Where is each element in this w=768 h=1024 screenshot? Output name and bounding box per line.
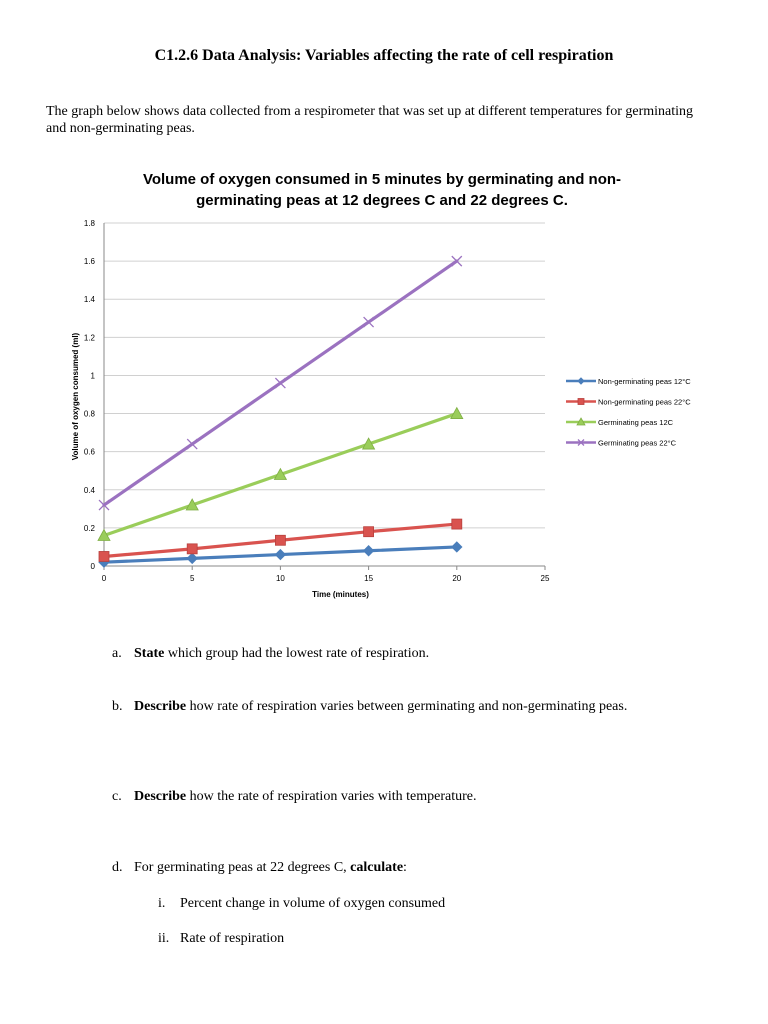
question-a-text: which group had the lowest rate of respiration.	[164, 646, 430, 661]
question-a-verb: State	[134, 646, 165, 661]
question-d-ii-numeral: ii.	[158, 931, 170, 946]
data-point-series-1	[187, 553, 197, 563]
question-d-verb: calculate	[350, 860, 404, 875]
y-tick-label: 1.2	[83, 333, 95, 343]
data-point-series-2	[452, 519, 462, 529]
question-d-ii-text: Rate of respiration	[180, 931, 285, 946]
data-point-series-2	[99, 551, 109, 561]
question-c-verb: Describe	[134, 789, 187, 804]
data-point-series-1	[452, 542, 462, 552]
document-title: C1.2.6 Data Analysis: Variables affecting the rate of cell respiration	[154, 47, 614, 64]
data-point-series-2	[275, 535, 285, 545]
chart-title-line-2: germinating peas at 12 degrees C and 22 degrees C.	[196, 192, 568, 209]
data-point-series-1	[275, 550, 285, 560]
question-c-text: how the rate of respiration varies with temperature.	[186, 789, 477, 804]
question-d-ii	[158, 931, 284, 947]
legend-label: Germinating peas 12C	[598, 418, 674, 427]
question-d-i	[158, 896, 445, 912]
question-b-verb: Describe	[134, 699, 187, 714]
question-b-letter: b.	[112, 699, 123, 714]
x-tick-label: 25	[540, 574, 550, 583]
question-d-i-numeral: i.	[158, 896, 166, 911]
x-tick-label: 5	[189, 574, 195, 583]
data-point-series-4	[364, 317, 374, 327]
data-point-series-4	[275, 378, 285, 388]
question-d-letter: d.	[112, 860, 123, 875]
question-b	[112, 699, 627, 715]
legend-label: Germinating peas 22°C	[598, 438, 677, 448]
x-tick-label: 20	[452, 574, 462, 583]
data-point-series-2	[187, 544, 197, 554]
x-tick-label: 0	[101, 574, 107, 583]
intro-paragraph: The graph below shows data collected from a respirometer that was set up at different temperatures for germinating and non-germinating peas.	[46, 104, 694, 136]
legend-marker	[578, 378, 584, 384]
legend-label: Non-germinating peas 22°C	[598, 397, 691, 407]
y-tick-label: 1.8	[83, 219, 95, 228]
y-tick-label: 1.6	[83, 257, 95, 267]
x-tick-label: 10	[275, 574, 285, 583]
chart-title-line-1: Volume of oxygen consumed in 5 minutes by germinating and non-	[142, 171, 622, 188]
x-axis-label: Time (minutes)	[312, 590, 369, 599]
y-tick-label: 0.8	[83, 409, 95, 419]
y-tick-label: 1.4	[83, 295, 95, 305]
question-c	[112, 789, 476, 805]
question-a-letter: a.	[112, 646, 122, 661]
question-d	[112, 860, 407, 876]
question-d-text: For germinating peas at 22 degrees C,	[134, 860, 351, 875]
x-tick-label: 15	[364, 574, 374, 583]
question-c-letter: c.	[112, 789, 122, 804]
data-point-series-1	[364, 546, 374, 556]
data-point-series-4	[187, 439, 197, 449]
y-tick-label: 0	[90, 562, 95, 571]
question-d-colon: :	[403, 860, 407, 875]
data-point-series-2	[364, 527, 374, 537]
legend-marker	[578, 399, 584, 405]
y-tick-label: 0.4	[83, 485, 95, 495]
legend-label: Non-germinating peas 12°C	[598, 377, 691, 386]
y-tick-label: 0.6	[83, 447, 95, 457]
y-tick-label: 1	[90, 371, 95, 381]
question-d-i-text: Percent change in volume of oxygen consumed	[180, 896, 446, 911]
y-tick-label: 0.2	[83, 523, 95, 533]
question-a	[112, 646, 429, 662]
question-b-text: how rate of respiration varies between germinating and non-germinating peas.	[186, 699, 628, 714]
y-axis-label: Volume of oxygen consumed (ml)	[71, 332, 80, 461]
